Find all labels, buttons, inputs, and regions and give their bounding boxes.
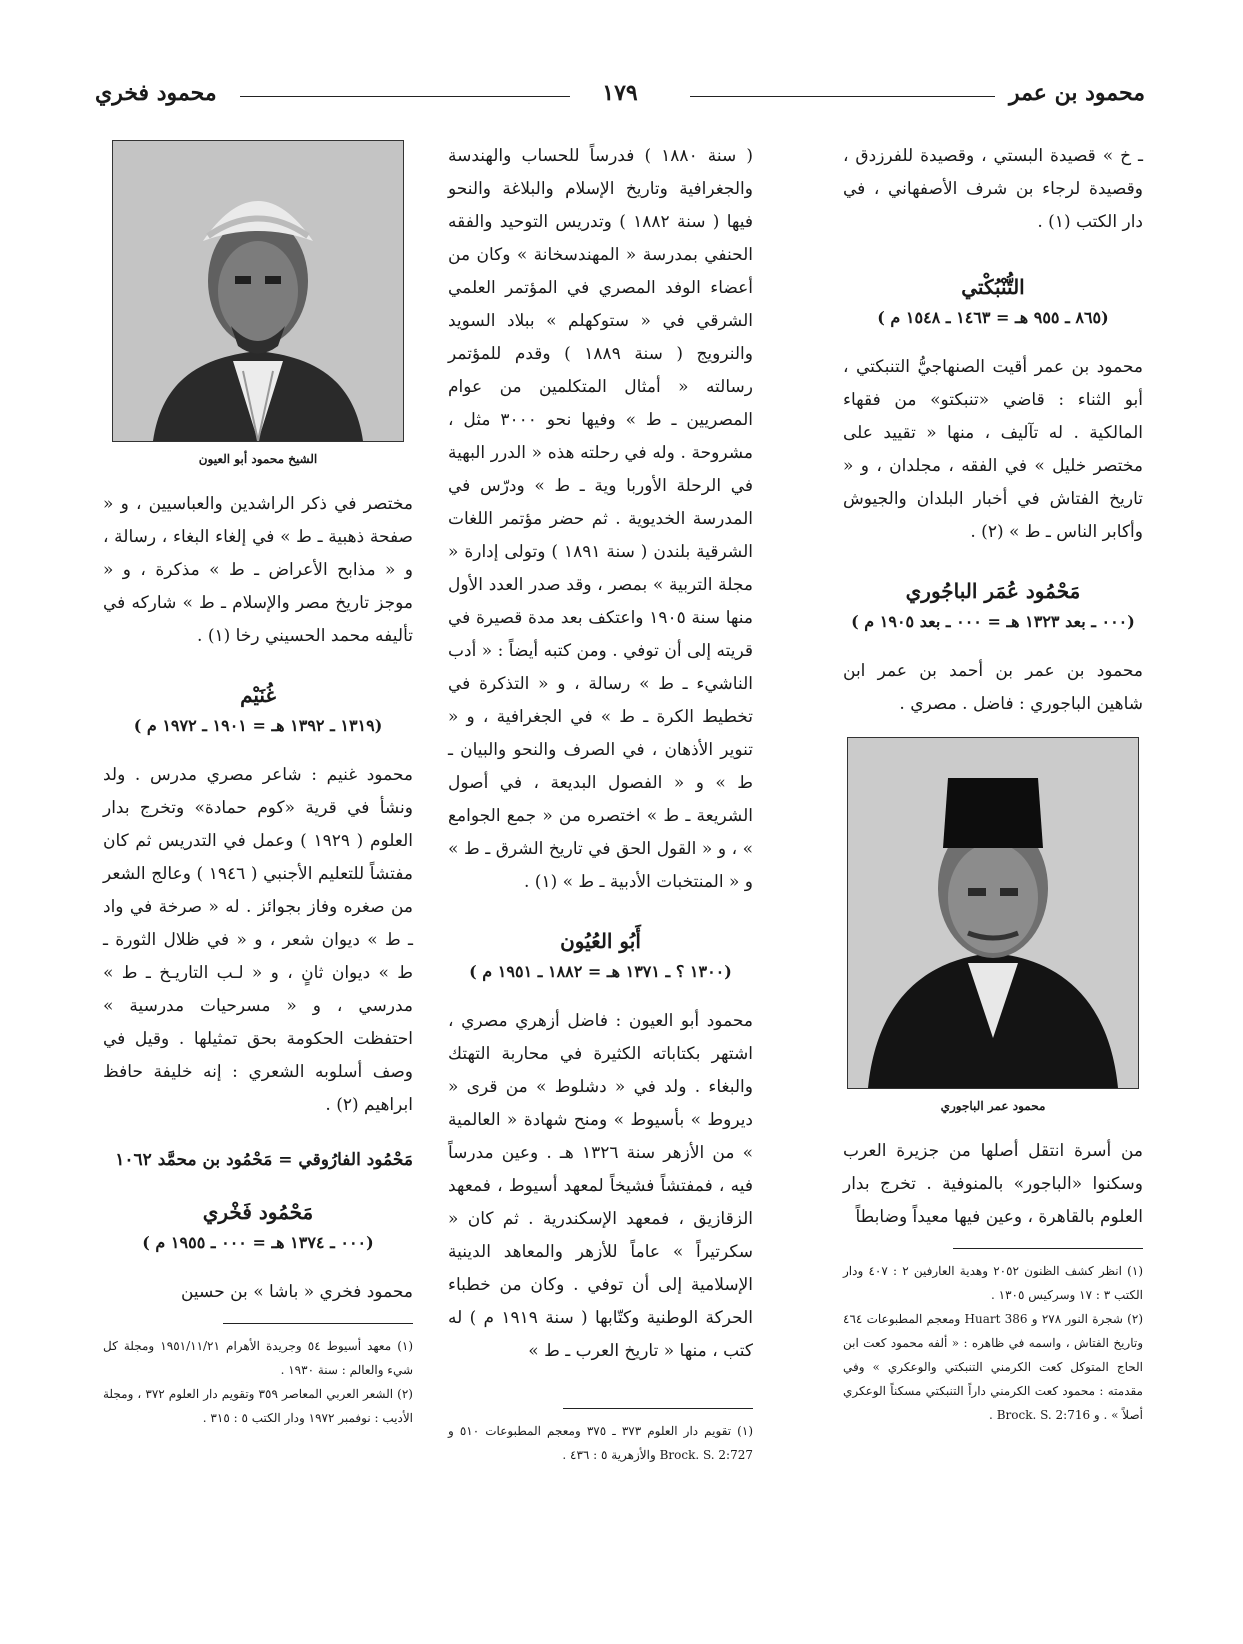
- entry-title-fakhri: مَحْمُود فَخْري: [202, 1200, 314, 1224]
- continuation-text: ـ خ » قصيدة البستي ، وقصيدة للفرزدق ، وقصيدة لرجاء بن شرف الأصفهاني ، في دار الكتب (١) .: [843, 146, 1143, 232]
- portrait-photo-abu-al-uyun: [112, 140, 404, 442]
- footnote: (١) انظر كشف الظنون ٢٠٥٢ وهدية العارفين ٢ : ٤٠٧ ودار الكتب ٣ : ١٧ وسركيس ١٣٠٥ .: [843, 1264, 1143, 1302]
- entry-dates-tunbukti: (٨٦٥ ـ ٩٥٥ هـ = ١٤٦٣ ـ ١٥٤٨ م ): [877, 308, 1109, 327]
- footnote: (١) تقويم دار العلوم ٣٧٣ ـ ٣٧٥ ومعجم المطبوعات ٥١٠ و Brock. S. 2:727 والأزهرية ٥ : ٤٣٦ .: [448, 1424, 753, 1462]
- column-left: [103, 140, 413, 1430]
- entry-body-ghunaym: محمود غنيم : شاعر مصري مدرس . ولد ونشأ في قرية «كوم حمادة» وتخرج بدار العلوم ( ١٩٢٩ ) وعمل في التدريس ثم كان مفتشاً للتعليم الأجنبي ( ١٩٤٦ ) وعالج الشعر من صغره وفاز بجوائز . له « صرخة في واد ـ ط » ديوان شعر ، و « في ظلال الثورة ـ ط » ديوان ثانٍ ، و « لـب التاريـخ ـ ط » مدرسي ، و « مسرحيات مدرسية » احتفظت الحكومة بحق تمثيلها . وقيل في وصف أسلوبه الشعري : إنه خليفة حافظ ابراهيم (٢) .: [103, 765, 413, 1115]
- entry-body-abu-al-uyun: محمود أبو العيون : فاضل أزهري مصري ، اشتهر بكتاباته الكثيرة في محاربة التهتك والبغاء . ولد في « دشلوط » من قرى « ديروط » بأسيوط » ومنح شهادة « العالمية » من الأزهر سنة ١٣٢٦ هـ . وعين مدرساً فيه ، فمفتشاً فشيخاً لمعهد أسيوط ، فمعهد الزقازيق ، فمعهد الإسكندرية . ثم كان « سكرتيراً » عاماً للأزهر والمعاهد الدينية الإسلامية إلى أن توفي . وكان من خطباء الحركة الوطنية وكتّابها ( سنة ١٩١٩ م ) له كتب ، منها « تاريخ العرب ـ ط »: [448, 1011, 753, 1361]
- header-right-title: محمود بن عمر: [1008, 80, 1145, 106]
- entry-dates-ghunaym: (١٣١٩ ـ ١٣٩٢ هـ = ١٩٠١ ـ ١٩٧٢ م ): [133, 716, 383, 735]
- portrait-photo-bajuri: [847, 737, 1139, 1089]
- footnote-rule: [223, 1323, 413, 1324]
- entry-body-fakhri: محمود فخري « باشا » بن حسين: [180, 1282, 413, 1302]
- entry-body-bajuri-continued: من أسرة انتقل أصلها من جزيرة العرب وسكنوا «الباجور» بالمنوفية . تخرج بدار العلوم بالقاهرة ، وعين فيها معيداً وضابطاً: [843, 1141, 1143, 1227]
- footnote: (١) معهد أسيوط ٥٤ وجريدة الأهرام ١٩٥١/١١/٢١ ومجلة كل شيء والعالم : سنة ١٩٣٠ .: [103, 1339, 414, 1377]
- page-number: ١٧٩: [602, 80, 638, 106]
- continuation-text: ( سنة ١٨٨٠ ) فدرساً للحساب والهندسة والجغرافية وتاريخ الإسلام والبلاغة والنحو فيها ( سنة ١٨٨٢ ) وتدريس التوحيد والفقه الحنفي بمدرسة « المهندسخانة » وكان من أعضاء الوفد المصري في المؤتمر العلمي الشرقي في « ستوكهلم » ببلاد السويد والنرويج ( سنة ١٨٨٩ ) وقدم للمؤتمر رسالته « أمثال المتكلمين من عوام المصريين ـ ط » وفيها نحو ٣٠٠٠ مثل ، مشروحة . وله في رحلته هذه « الدرر البهية في الرحلة الأوربا وية ـ ط » ودرّس في المدرسة الخديوية . ثم حضر مؤتمر اللغات الشرقية بلندن ( سنة ١٨٩١ ) وتولى إدارة « مجلة التربية » بمصر ، وقد صدر العدد الأول منها سنة ١٩٠٥ واعتكف بعد مدة قصيرة في قريته إلى أن توفي . ومن كتبه أيضاً : « أدب الناشيء ـ ط » رسالة ، و « التذكرة في تخطيط الكرة ـ ط » في الجغرافية ، و « تنوير الأذهان ، في الصرف والنحو والبيان ـ ط » و « الفصول البديعة ، في أصول الشريعة ـ ط » اختصره من « جمع الجوامع » ، و « القول الحق في تاريخ الشرق ـ ط » و « المنتخبات الأدبية ـ ط » (١) .: [448, 146, 754, 892]
- photo-caption-bajuri: محمود عمر الباجوري: [940, 1099, 1046, 1113]
- entry-title-ghunaym: غُنَيْم: [240, 683, 276, 707]
- cross-reference-faruqi: مَحْمُود الفارُوقي = مَحْمُود بن محمَّد ١٠٦٢: [115, 1150, 413, 1170]
- entry-title-bajuri: مَحْمُود عُمَر الباجُوري: [905, 579, 1081, 603]
- entry-title-tunbukti: التُّنْبُكْتي: [961, 275, 1025, 299]
- footnote: (٢) الشعر العربي المعاصر ٣٥٩ وتقويم دار العلوم ٣٧٢ ، ومجلة الأديب : نوفمبر ١٩٧٢ ودار الكتب ٥ : ٣١٥ .: [103, 1387, 413, 1425]
- header-rule-right: [690, 96, 995, 97]
- column-middle: [448, 140, 753, 1467]
- footnote: (٢) شجرة النور ٢٧٨ و Huart 386 ومعجم المطبوعات ٤٦٤ وتاريخ الفتاش ، واسمه في ظاهره : « ألفه محمود كعت ابن الحاج المتوكل كعت الكرمني التنبكتي والوعكري » وفي مقدمته : محمود كعت الكرمني داراً التنبكتي مسكناً الوعكري أصلاً » . و Brock. S. 2:716 .: [843, 1312, 1143, 1422]
- continuation-text: مختصر في ذكر الراشدين والعباسيين ، و « صفحة ذهبية ـ ط » في إلغاء البغاء ، رسالة ، و « مذابح الأعراض ـ ط » مذكرة ، و « موجز تاريخ مصر والإسلام ـ ط » شاركه في تأليفه محمد الحسيني رخا (١) .: [103, 494, 413, 646]
- column-right: [843, 140, 1143, 1427]
- header-left-title: محمود فخري: [95, 80, 217, 106]
- running-header: [95, 80, 1145, 112]
- entry-body-tunbukti: محمود بن عمر أقيت الصنهاجيُّ التنبكتي ، أبو الثناء : قاضي «تنبكتو» من فقهاء المالكية . له تآليف ، منها « تقييد على مختصر خليل » في الفقه ، مجلدان ، و « تاريخ الفتاش في أخبار البلدان والجيوش وأكابر الناس ـ ط » (٢) .: [843, 357, 1143, 542]
- footnote-rule: [563, 1408, 753, 1409]
- photo-caption-abu-al-uyun: الشيخ محمود أبو العيون: [198, 452, 318, 466]
- entry-dates-abu-al-uyun: (١٣٠٠ ؟ ـ ١٣٧١ هـ = ١٨٨٢ ـ ١٩٥١ م ): [469, 962, 732, 981]
- header-rule-left: [240, 96, 570, 97]
- footnote-rule: [953, 1248, 1143, 1249]
- entry-title-abu-al-uyun: أَبُو العُيُون: [560, 929, 641, 953]
- entry-body-bajuri: محمود بن عمر بن أحمد بن عمر ابن شاهين الباجوري : فاضل . مصري .: [843, 661, 1143, 714]
- entry-dates-bajuri: (٠٠٠ ـ بعد ١٣٢٣ هـ = ٠٠٠ ـ بعد ١٩٠٥ م ): [851, 612, 1135, 631]
- entry-dates-fakhri: (٠٠٠ ـ ١٣٧٤ هـ = ٠٠٠ ـ ١٩٥٥ م ): [142, 1233, 374, 1252]
